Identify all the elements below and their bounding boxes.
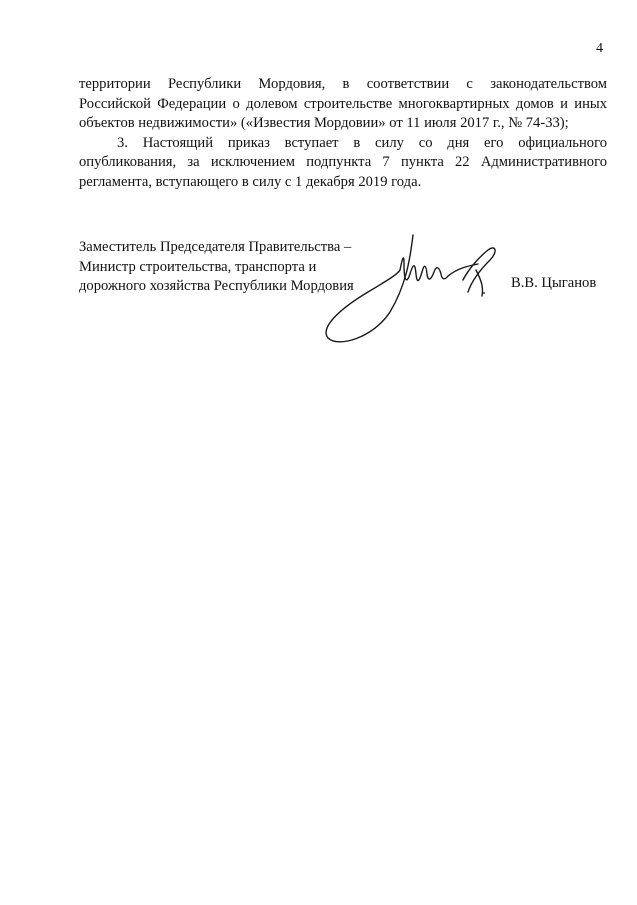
- position-line: Министр строительства, транспорта и: [79, 258, 317, 275]
- page-number: 4: [596, 41, 603, 56]
- body-text: [79, 75, 607, 192]
- signature-speck: [483, 292, 485, 294]
- body-line: территории Республики Мордовия, в соответствии с законодательством: [79, 76, 607, 92]
- handwritten-signature: [318, 230, 518, 350]
- body-line: Российской Федерации о долевом строительстве многоквартирных домов и иных: [79, 95, 607, 112]
- position-line: Заместитель Председателя Правительства –: [79, 239, 352, 255]
- signatory-position: [79, 238, 354, 297]
- body-line: опубликования, за исключением подпункта 7 пункта 22 Административного: [79, 154, 607, 170]
- position-line: дорожного хозяйства Республики Мордовия: [79, 278, 354, 294]
- body-line: 3. Настоящий приказ вступает в силу со дня его официального: [117, 134, 607, 151]
- body-line: регламента, вступающего в силу с 1 декабря 2019 года.: [79, 173, 422, 190]
- signatory-name: В.В. Цыганов: [511, 275, 597, 291]
- body-line: объектов недвижимости» («Известия Мордовии» от 11 июля 2017 г., № 74-33);: [79, 115, 569, 131]
